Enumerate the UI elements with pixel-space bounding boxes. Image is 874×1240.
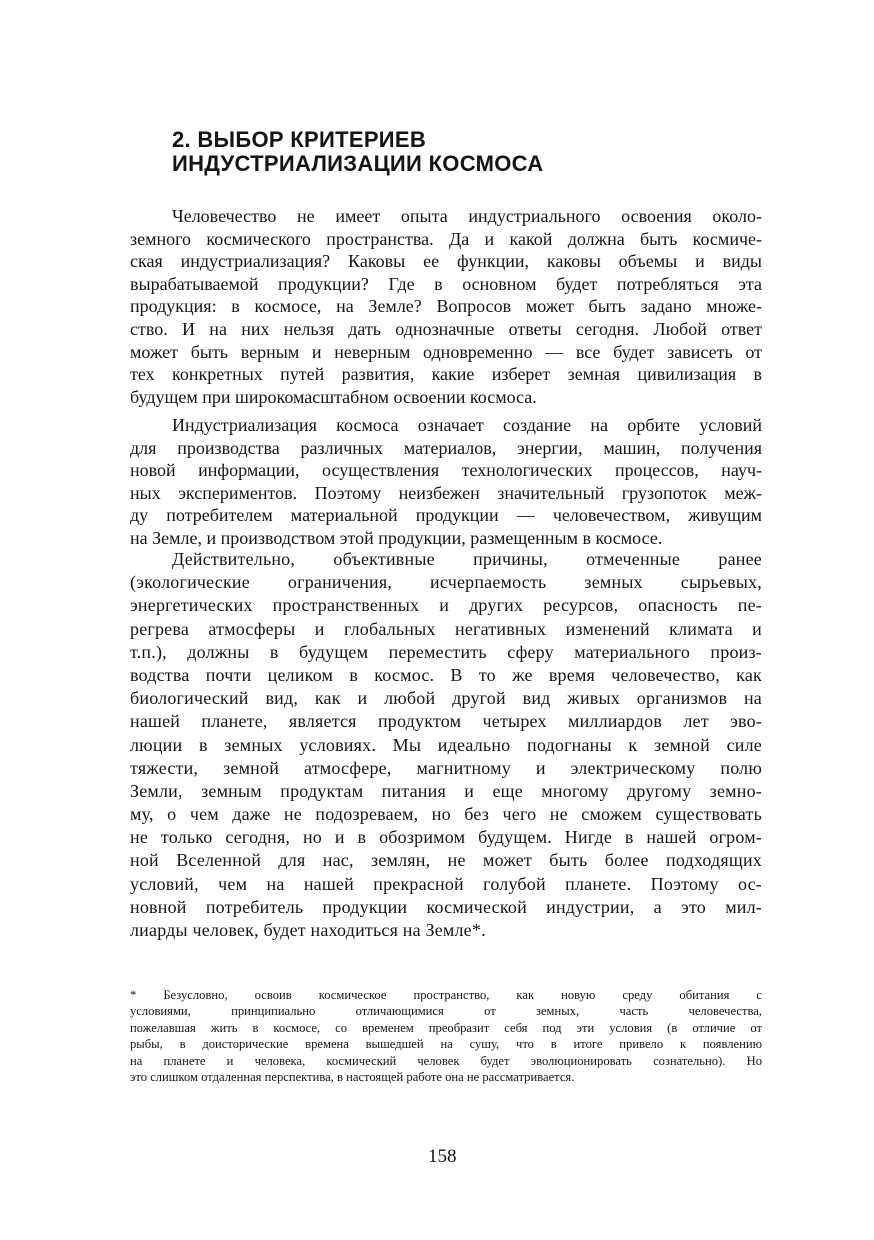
text-line: новой информации, осуществления технологических процессов, науч- — [130, 460, 762, 481]
text-line: Человечество не имеет опыта индустриального освоения около- — [172, 206, 762, 226]
text-line: биологический вид, как и любой другой вид живых организмов на — [130, 688, 762, 709]
text-line: ская индустриализация? Каковы ее функции, каковы объемы и виды — [130, 251, 762, 272]
page-number: 158 — [428, 1146, 457, 1167]
text-line: продукция: в космосе, на Земле? Вопросов может быть задано множе- — [130, 296, 762, 317]
text-line: ной Вселенной для нас, землян, не может быть более подходящих — [130, 850, 762, 871]
title-line: 2. ВЫБОР КРИТЕРИЕВ — [172, 127, 427, 152]
text-line: это слишком отдаленная перспектива, в настоящей работе она не рассматривается. — [130, 1069, 575, 1084]
text-line: (экологические ограничения, исчерпаемость земных сырьевых, — [130, 572, 762, 593]
text-line: для производства различных материалов, энергии, машин, получения — [130, 437, 762, 458]
text-line: может быть верным и неверным одновременно — все будет зависеть от — [130, 341, 762, 362]
text-line: Индустриализация космоса означает создание на орбите условий — [172, 415, 762, 435]
text-line: вырабатываемой продукции? Где в основном будет потребляться эта — [130, 273, 762, 294]
text-line: на Земле, и производством этой продукции, размещенным в космосе. — [130, 527, 663, 548]
text-line: условий, чем на нашей прекрасной голубой планете. Поэтому ос- — [130, 873, 762, 894]
text-line: ство. И на них нельзя дать однозначные ответы сегодня. Любой ответ — [130, 318, 762, 339]
text-line: условиями, принципиально отличающимися от земных, часть человечества, — [130, 1004, 762, 1019]
text-line: рыбы, в доисторические времена вышедшей на сушу, что в итоге привело к появлению — [130, 1037, 762, 1052]
paragraph-1 — [130, 205, 762, 408]
text-line: ду потребителем материальной продукции — человечеством, живущим — [130, 505, 762, 526]
text-line: на планете и человека, космический человек будет эволюционировать сознательно). Но — [130, 1053, 762, 1068]
text-line: земного космического пространства. Да и какой должна быть космиче- — [130, 228, 762, 249]
text-line: ных экспериментов. Поэтому неизбежен значительный грузопоток меж- — [130, 482, 762, 503]
footnote — [130, 987, 762, 1085]
text-line: новной потребитель продукции космической индустрии, а это мил- — [130, 896, 762, 917]
text-line: не только сегодня, но и в обозримом будущем. Нигде в нашей огром- — [130, 827, 762, 848]
text-line: Действительно, объективные причины, отмеченные ранее — [172, 549, 762, 569]
text-line: пожелавшая жить в космосе, со временем преобразит себя под эти условия (в отличие от — [130, 1020, 762, 1035]
text-line: нашей планете, является продуктом четырех миллиардов лет эво- — [130, 711, 762, 732]
title-line: ИНДУСТРИАЛИЗАЦИИ КОСМОСА — [172, 151, 544, 176]
chapter-title — [172, 128, 543, 176]
text-line: му, о чем даже не подозреваем, но без чего не сможем существовать — [130, 804, 762, 825]
text-line: энергетических пространственных и других ресурсов, опасность пе- — [130, 595, 762, 616]
paragraph-2 — [130, 414, 762, 550]
text-line: лиарды человек, будет находиться на Земле*. — [130, 920, 486, 940]
text-line: тяжести, земной атмосфере, магнитному и электрическому полю — [130, 757, 762, 778]
text-line: тех конкретных путей развития, какие изберет земная цивилизация в — [130, 364, 762, 385]
text-line: будущем при широкомасштабном освоении космоса. — [130, 386, 537, 407]
text-line: * Безусловно, освоив космическое пространство, как новую среду обитания с — [130, 988, 762, 1002]
text-line: водства почти целиком в космос. В то же время человечество, как — [130, 664, 762, 685]
text-line: Земли, земным продуктам питания и еще многому другому земно- — [130, 780, 762, 801]
text-line: люции в земных условиях. Мы идеально подогнаны к земной силе — [130, 734, 762, 755]
text-line: регрева атмосферы и глобальных негативных изменений климата и — [130, 618, 762, 639]
text-line: т.п.), должны в будущем переместить сферу материального произ- — [130, 641, 762, 662]
paragraph-3 — [130, 548, 762, 942]
